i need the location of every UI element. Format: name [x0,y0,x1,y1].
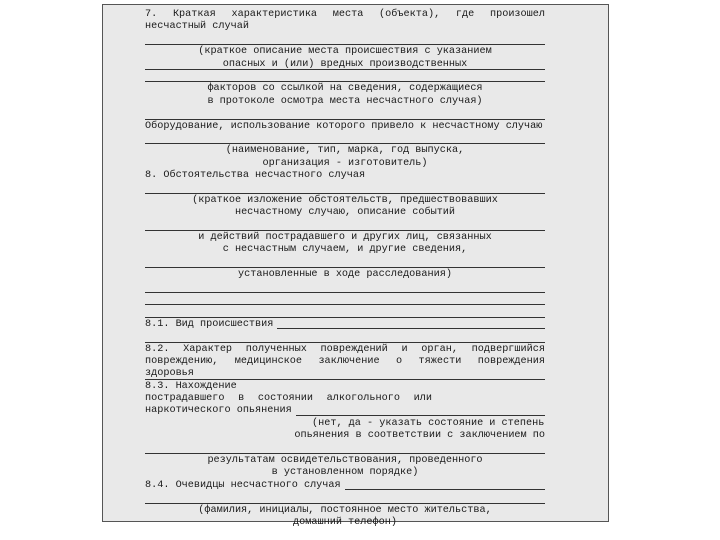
section-8-3-field [145,406,545,418]
section-8-note: с несчастным случаем, и другие сведения, [222,244,468,256]
section-8-note: и действий пострадавшего и других лиц, связанных [198,232,492,244]
section-8-note: несчастному случаю, описание событий [234,207,456,219]
section-8-4-field [145,480,545,492]
section-7-note: (краткое описание места происшествия с указанием [198,46,492,58]
blank-line [145,294,545,306]
section-8-3-note: опьянения в соответствии с заключением по [294,430,545,442]
section-8-3-note: результатам освидетельствования, проведенного [207,455,483,467]
blank-line [145,368,545,380]
section-7-heading: 7. Краткая характеристика места (объекта), где произошел [145,9,545,20]
section-8-3-label: наркотического опьянения [145,405,292,417]
blank-line [145,71,545,83]
section-8-note: установленные в ходе расследования) [238,269,452,281]
section-8-3-note: в установленном порядке) [271,467,419,479]
section-7-note: опасных и (или) вредных производственных [145,59,545,71]
section-8-2-heading-cont: повреждению, медицинское заключение о тяжести повреждения здоровья [145,355,545,380]
section-8-3-note: (нет, да - указать состояние и степень [312,417,545,429]
blank-line [145,257,545,269]
fill-line [296,414,545,416]
blank-line [145,108,545,120]
blank-line [145,182,545,194]
blank-line [145,133,545,145]
blank-line [145,220,545,232]
fill-line [277,327,545,329]
blank-line [145,306,545,318]
equipment-note: (наименование, тип, марка, год выпуска, [225,145,465,157]
blank-line [145,331,545,343]
fill-line [345,488,545,490]
section-8-heading: 8. Обстоятельства несчастного случая [145,170,366,182]
section-8-2-heading: 8.2. Характер полученных повреждений и орган, подвергшийся [145,343,545,355]
section-8-3-heading: 8.3. Нахождение [145,380,237,392]
section-7-note: факторов со ссылкой на сведения, содержащиеся [207,83,483,95]
equipment-label: Оборудование, использование которого привело к несчастному случаю [145,120,543,132]
blank-line [145,492,545,504]
equipment-note: организация - изготовитель) [262,157,428,169]
section-8-1-field [145,319,545,331]
section-8-1-label: 8.1. Вид происшествия [145,318,274,330]
section-8-4-label: 8.4. Очевидцы несчастного случая [145,479,341,491]
section-8-note: (краткое изложение обстоятельств, предшествовавших [192,194,498,206]
form-content [145,9,545,529]
section-8-4-note: домашний телефон) [293,517,397,529]
section-7-note: в протоколе осмотра места несчастного случая) [207,95,483,107]
blank-line [145,34,545,46]
section-8-4-note: (фамилия, инициалы, постоянное место жительства, [198,504,492,516]
section-7-heading-cont: несчастный случай [145,21,249,33]
section-8-3-text: пострадавшего в состоянии алкогольного или [145,393,432,405]
blank-line [145,443,545,455]
section-8-3-heading-cont [145,393,432,405]
blank-line [145,282,545,294]
